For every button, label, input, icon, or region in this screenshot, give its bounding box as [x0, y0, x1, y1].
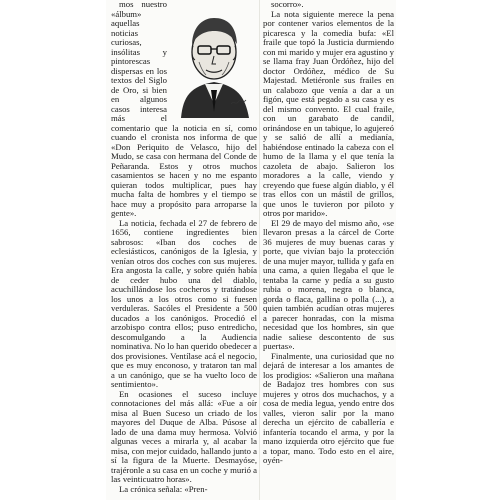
- article-column-left: [111, 0, 257, 500]
- paragraph: La crónica señala: «Pren-: [119, 483, 208, 494]
- paragraph: El 29 de mayo del mismo año, «se llevaron presas a la cárcel de Corte 36 mujeres de muy buenas caras y porte, que vivían bajo la protección de una mujer mayor, tullida y gafa en una cama, a quien llegaba el que le tentaba la carne y pedía a su gusto rubia o morena, negra o blanca, gorda o flaca, gallina o polla (...), a quien también acudían otras mujeres a parecer honradas, con la misma necesidad que los hombres, sin que nadie saliese descontento de sus puertas».: [263, 217, 394, 351]
- column-divider: [259, 0, 260, 500]
- paragraph: mos nuestro «álbum» aquellas noticias curiosas, insólitas y pintorescas dispersas en los textos del Siglo de Oro, si bien en algunos casos interesa más el comentario que la noticia en sí, como cuando el cronista nos informa de que «Don Periquito de Velasco, hijo del Mudo, se casa con hermana del Conde de Peñaranda. Estos y otros muchos casamientos se hacen y no me espanto quieran todos multiplicar, pues hay mucha falta de hombres y el tiempo se hace muy a propósito para arroparse la gente».: [111, 0, 257, 218]
- paragraph: Finalmente, una curiosidad que no dejará de interesar a los amantes de los prodigios: «Salieron una mañana de Badajoz tres hombres con sus mujeres y otros dos muchachos, y a cosa de media legua, yendo entre dos valles, vieron salir por la mano derecha un ejército de caballería e infantería tocando el arma, y por la mano izquierda otro ejército que fue a topar, mano. Todo esto en el aire, oyén-: [263, 350, 394, 465]
- paragraph: La nota siguiente merece la pena por contener varios elementos de la picaresca y la comedia bufa: «El fraile que topó la Justicia durmiendo con mi marido y mujer era agustino y se llama fray Juan Ordóñez, hijo del doctor Ordóñez, médico de Su Majestad. Metiéronle sus frailes en un calabozo que venía a dar a un figón, que está pegado a su casa y es del mismo convento. El cual fraile, con un garabato de candil, orinándose en un tabique, lo agujereó y se salió de allí a medianía, habiéndose entinado la cabeza con el humo de la llama y el que tenía la cazoleta de abajo. Salieron los moradores a la calle, viendo y creyendo que fuese algún diablo, y él tras ellos con un mástil de grillos, que unos le tuvieron por piloto y otros por marido».: [263, 8, 394, 218]
- paragraph: socorro».: [271, 0, 304, 9]
- portrait-drawing-icon: [171, 0, 257, 120]
- article-column-right: [263, 0, 394, 500]
- author-portrait: [171, 0, 257, 120]
- paragraph: La noticia, fechada el 27 de febrero de 1656, contiene ingredientes bien sabrosos: «Iban dos coches de eclesiásticos, canónigos de la Iglesia, y venían otros dos coches con sus mujeres. Era angosta la calle, y sobre quién había de ceder hubo una del diablo, acuchillándose los cocheros y tratándose los unos a los otros como si fuesen verduleras. Sacóles el Presidente a 500 ducados a los canónigos. Procedió el arzobispo contra ellos; puso entredicho, descomulgando a la Audiencia nominativa. No lo han querido obedecer a dos provisiones. Ventílase acá el negocio, que es muy enconoso, y trataron tan mal a un canónigo, que se ha vuelto loco de sentimiento».: [111, 217, 257, 389]
- newspaper-clipping: [106, 0, 396, 500]
- paragraph: En ocasiones el suceso incluye connotaciones del más allá: «Fue a oír misa al Buen Suceso un criado de los mayores del Duque de Alba. Púsose al lado de una dama muy hermosa. Volvió algunas veces a mirarla y, al acabar la misa, con mejor cuidado, hallando junto a sí la figura de la Muerte. Desmayóse, trajéronle a su casa en un coche y murió a las veinticuatro horas».: [111, 388, 257, 484]
